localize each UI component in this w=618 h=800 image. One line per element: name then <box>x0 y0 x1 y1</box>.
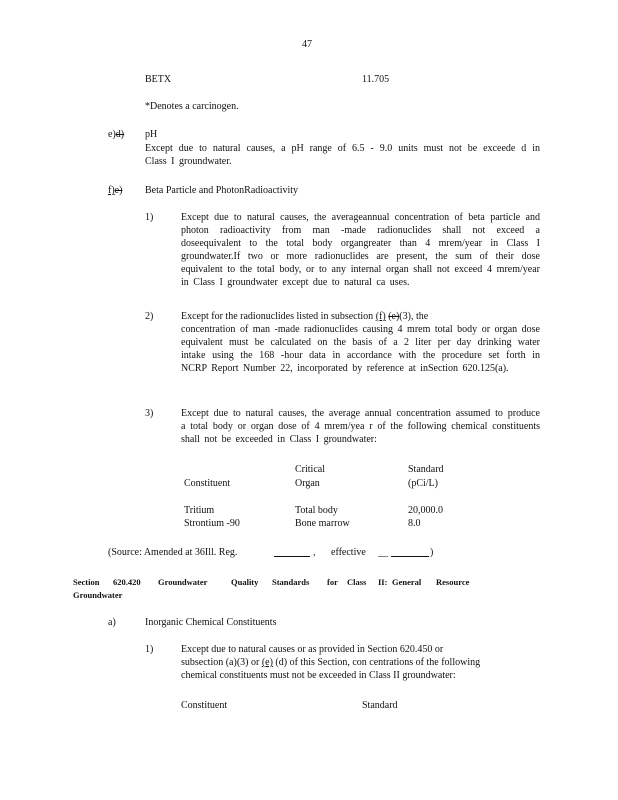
inorganic-item-line2 <box>181 656 480 669</box>
ph-title: pH <box>145 129 158 140</box>
inorganic-item-num: 1) <box>145 644 154 655</box>
beta-label <box>108 184 122 197</box>
section-heading-word-1: Section <box>73 577 100 587</box>
table-cell-tritium-organ: Total body <box>295 505 338 516</box>
inorganic-col-constituent: Constituent <box>181 700 228 711</box>
table-cell-strontium: Strontium -90 <box>184 518 240 529</box>
section-heading-word-3: Groundwater <box>158 577 208 587</box>
ph-label <box>108 128 124 141</box>
inorganic-title: Inorganic Chemical Constituents <box>145 617 277 628</box>
table-header-units: (pCi/L) <box>408 478 438 489</box>
source-effective: effective <box>331 547 366 558</box>
betx-name: BETX <box>145 74 172 85</box>
section-heading-word-2: 620.420 <box>113 577 141 587</box>
ph-label-new: e) <box>108 129 116 140</box>
inorganic-col-standard: Standard <box>362 700 398 711</box>
table-cell-tritium: Tritium <box>184 505 215 516</box>
table-cell-strontium-organ: Bone marrow <box>295 518 350 529</box>
section-heading-word-5: Standards <box>272 577 310 587</box>
beta-title: Beta Particle and PhotonRadioactivity <box>145 185 299 196</box>
beta-item-2-line1 <box>181 310 428 323</box>
section-heading-word-10: Resource <box>436 577 470 587</box>
section-heading-word-6: for <box>327 577 338 587</box>
table-header-organ: Organ <box>295 478 320 489</box>
source-blank-1 <box>274 556 310 557</box>
section-heading-word-8: II: <box>378 577 388 587</box>
inorganic-label: a) <box>108 617 116 628</box>
beta-item-2-ref-deleted: (e) <box>388 311 400 322</box>
section-heading-word-7: Class <box>347 577 367 587</box>
source-prefix: (Source: Amended at 36Ill. Reg. <box>108 547 238 558</box>
beta-item-1-num: 1) <box>145 212 154 223</box>
inorganic-line2-post: (d) of this Section, con centrations of the following <box>275 657 481 668</box>
section-heading-word-9: General <box>392 577 422 587</box>
inorganic-item-line3: chemical constituents must not be exceeded in Class II groundwater: <box>181 670 456 681</box>
table-cell-strontium-standard: 8.0 <box>408 518 421 529</box>
inorganic-item-line1: Except due to natural causes or as provided in Section 620.450 or <box>181 644 444 655</box>
beta-item-1-text: Except due to natural causes, the averageannual concentration of beta particle and photon radioactivity from man -made radionuclides shall not exceed a doseequivalent to the total body organgreater than 4 mrem/year in Class I groundwater.If two or more radionuclides are present, the sum of their dose equivalent to the total body, or to any internal organ shall not exceed 4 mrem/year in Class I groundwater except due to natural ca uses. <box>181 212 540 288</box>
beta-item-2-num: 2) <box>145 311 154 322</box>
beta-item-3-num: 3) <box>145 408 154 419</box>
table-header-constituent: Constituent <box>184 478 231 489</box>
ph-text: Except due to natural causes, a pH range of 6.5 - 9.0 units must not be exceede d in Class I groundwater. <box>145 143 540 167</box>
betx-value: 11.705 <box>362 74 390 85</box>
ph-label-deleted: d) <box>115 129 125 140</box>
inorganic-line2-pre: subsection (a)(3) or <box>181 657 260 668</box>
beta-item-2-line1-post: (3), the <box>399 311 429 322</box>
table-header-standard: Standard <box>408 464 444 475</box>
source-blank-2 <box>391 556 429 557</box>
source-comma: , <box>313 547 316 558</box>
section-heading-line-2: Groundwater <box>73 590 123 600</box>
section-heading-word-4: Quality <box>231 577 259 587</box>
beta-item-2-line1-pre: Except for the radionuclides listed in subsection <box>181 311 374 322</box>
beta-label-deleted: e) <box>114 185 123 196</box>
beta-label-new: f) <box>108 185 115 196</box>
beta-item-3-text: Except due to natural causes, the average annual concentration assumed to produce a total body or organ dose of 4 mrem/yea r of the following chemical constituents shall not be exceeded in Class I groundwater: <box>181 408 540 445</box>
table-header-critical: Critical <box>295 464 325 475</box>
carcinogen-note: *Denotes a carcinogen. <box>145 101 239 112</box>
page-number: 47 <box>302 39 312 50</box>
beta-item-2-text: concentration of man -made radionuclides causing 4 mrem total body or organ dose equivalent must be calculated on the basis of a 2 liter per day drinking water intake using the 168 -hour data in accordance with the procedure set forth in NCRP Report Number 22, incorporated by reference at inSection 620.125(a). <box>181 324 540 374</box>
inorganic-ref-new: (e) <box>261 657 273 668</box>
table-cell-tritium-standard: 20,000.0 <box>408 505 443 516</box>
source-dash: __ <box>378 547 388 558</box>
beta-item-2-ref-new: (f) <box>375 311 386 322</box>
source-close: ) <box>430 547 434 558</box>
